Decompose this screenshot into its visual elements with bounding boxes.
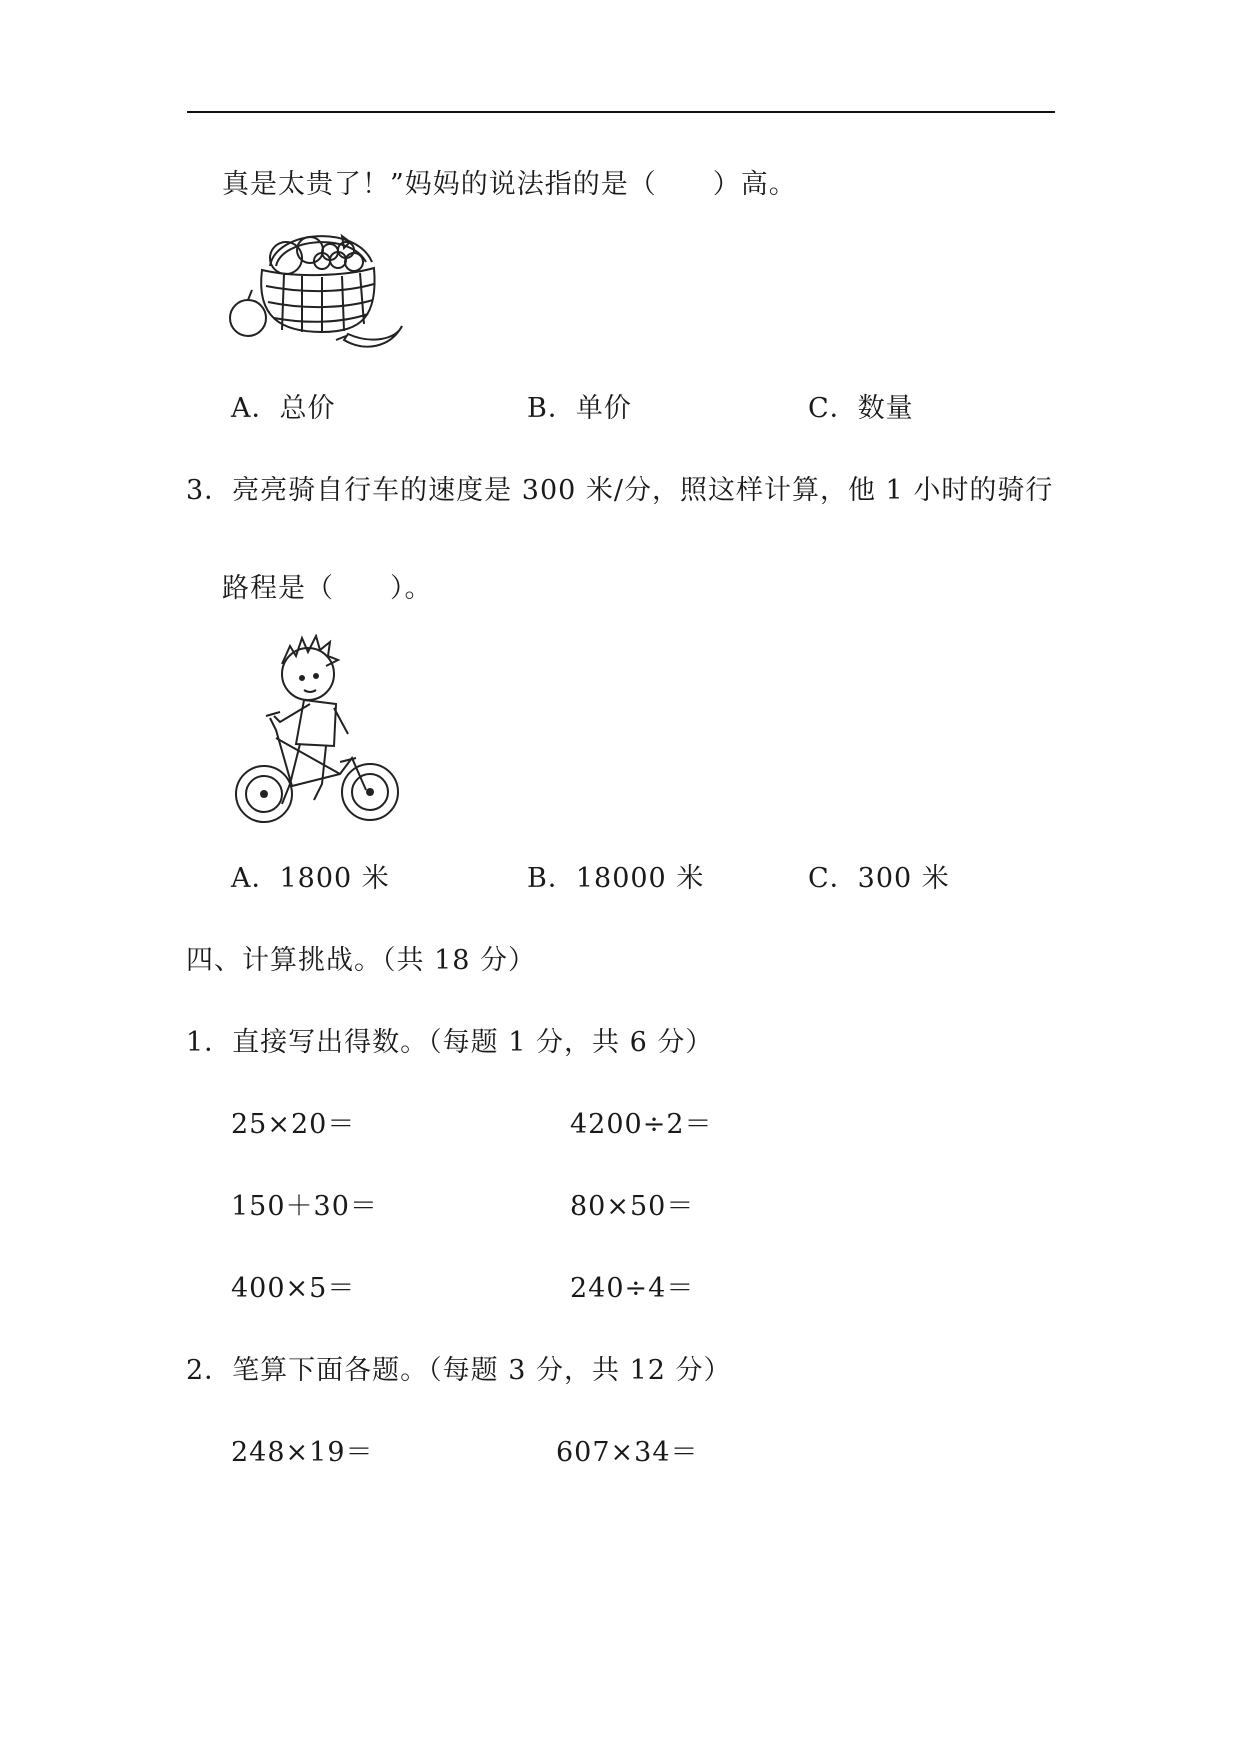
written-calc-item: 248×19＝: [231, 1437, 374, 1468]
calc-item: 4200÷2＝: [570, 1109, 713, 1140]
written-calc-item: 607×34＝: [556, 1437, 699, 1468]
section-4-title: 四、计算挑战。（共 18 分）: [186, 945, 537, 976]
calc-item: 80×50＝: [570, 1191, 695, 1222]
calc-item: 150＋30＝: [231, 1191, 378, 1222]
part-1-title: 1．直接写出得数。（每题 1 分，共 6 分）: [186, 1027, 714, 1058]
calc-item: 240÷4＝: [570, 1273, 695, 1304]
question-2-text: 真是太贵了！”妈妈的说法指的是（ ）高。: [222, 169, 797, 200]
q3-option-a: A．1800 米: [231, 863, 390, 894]
question-3-line-1: 3．亮亮骑自行车的速度是 300 米/分，照这样计算，他 1 小时的骑行: [186, 475, 1054, 506]
boy-on-bicycle-illustration: [230, 634, 408, 826]
question-3-line-2: 路程是（ ）。: [222, 573, 433, 604]
q2-option-a: A．总价: [231, 393, 336, 424]
calc-item: 400×5＝: [231, 1273, 356, 1304]
q2-option-b: B．单价: [527, 393, 632, 424]
q3-option-c: C．300 米: [808, 863, 950, 894]
q2-option-c: C．数量: [808, 393, 914, 424]
fruit-basket-illustration: [226, 228, 410, 360]
calc-item: 25×20＝: [231, 1109, 356, 1140]
q3-option-b: B．18000 米: [527, 863, 705, 894]
header-rule: [187, 111, 1055, 113]
part-2-title: 2．笔算下面各题。（每题 3 分，共 12 分）: [186, 1355, 732, 1386]
